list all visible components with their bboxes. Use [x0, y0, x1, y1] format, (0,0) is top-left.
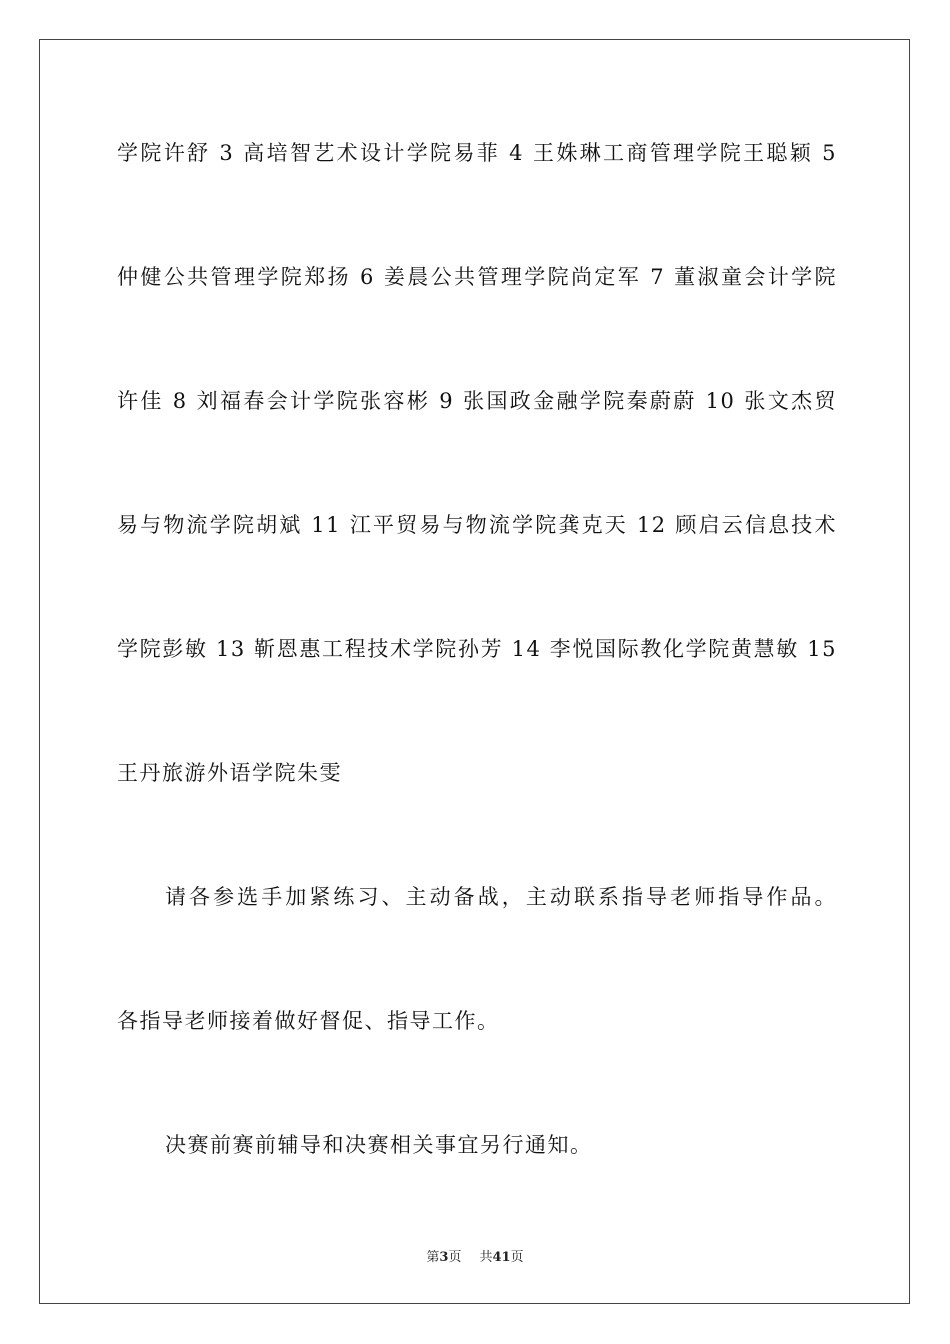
text-line: 学院许舒 3 高培智艺术设计学院易菲 4 王姝琳工商管理学院王聪颖 5	[117, 141, 837, 165]
page-number: 3	[439, 1250, 449, 1265]
page-border	[39, 39, 910, 1304]
text-line: 易与物流学院胡斌 11 江平贸易与物流学院龚克天 12 顾启云信息技术	[117, 513, 837, 537]
text-line: 学院彭敏 13 靳恩惠工程技术学院孙芳 14 李悦国际教化学院黄慧敏 15	[117, 637, 837, 661]
total-prefix: 共	[479, 1250, 493, 1265]
text-line: 许佳 8 刘福春会计学院张容彬 9 张国政金融学院秦蔚蔚 10 张文杰贸	[117, 389, 837, 413]
page-suffix: 页	[448, 1250, 462, 1265]
total-pages: 41	[492, 1250, 511, 1265]
page-footer	[0, 1246, 950, 1265]
text-line: 决赛前赛前辅导和决赛相关事宜另行通知。	[165, 1133, 593, 1157]
text-line: 仲健公共管理学院郑扬 6 姜晨公共管理学院尚定军 7 董淑童会计学院	[117, 265, 837, 289]
page-prefix: 第	[426, 1250, 440, 1265]
text-line: 各指导老师接着做好督促、指导工作。	[117, 1009, 500, 1033]
text-line: 请各参选手加紧练习、主动备战，主动联系指导老师指导作品。	[165, 885, 837, 909]
text-line: 王丹旅游外语学院朱雯	[117, 761, 342, 785]
total-suffix: 页	[510, 1250, 524, 1265]
